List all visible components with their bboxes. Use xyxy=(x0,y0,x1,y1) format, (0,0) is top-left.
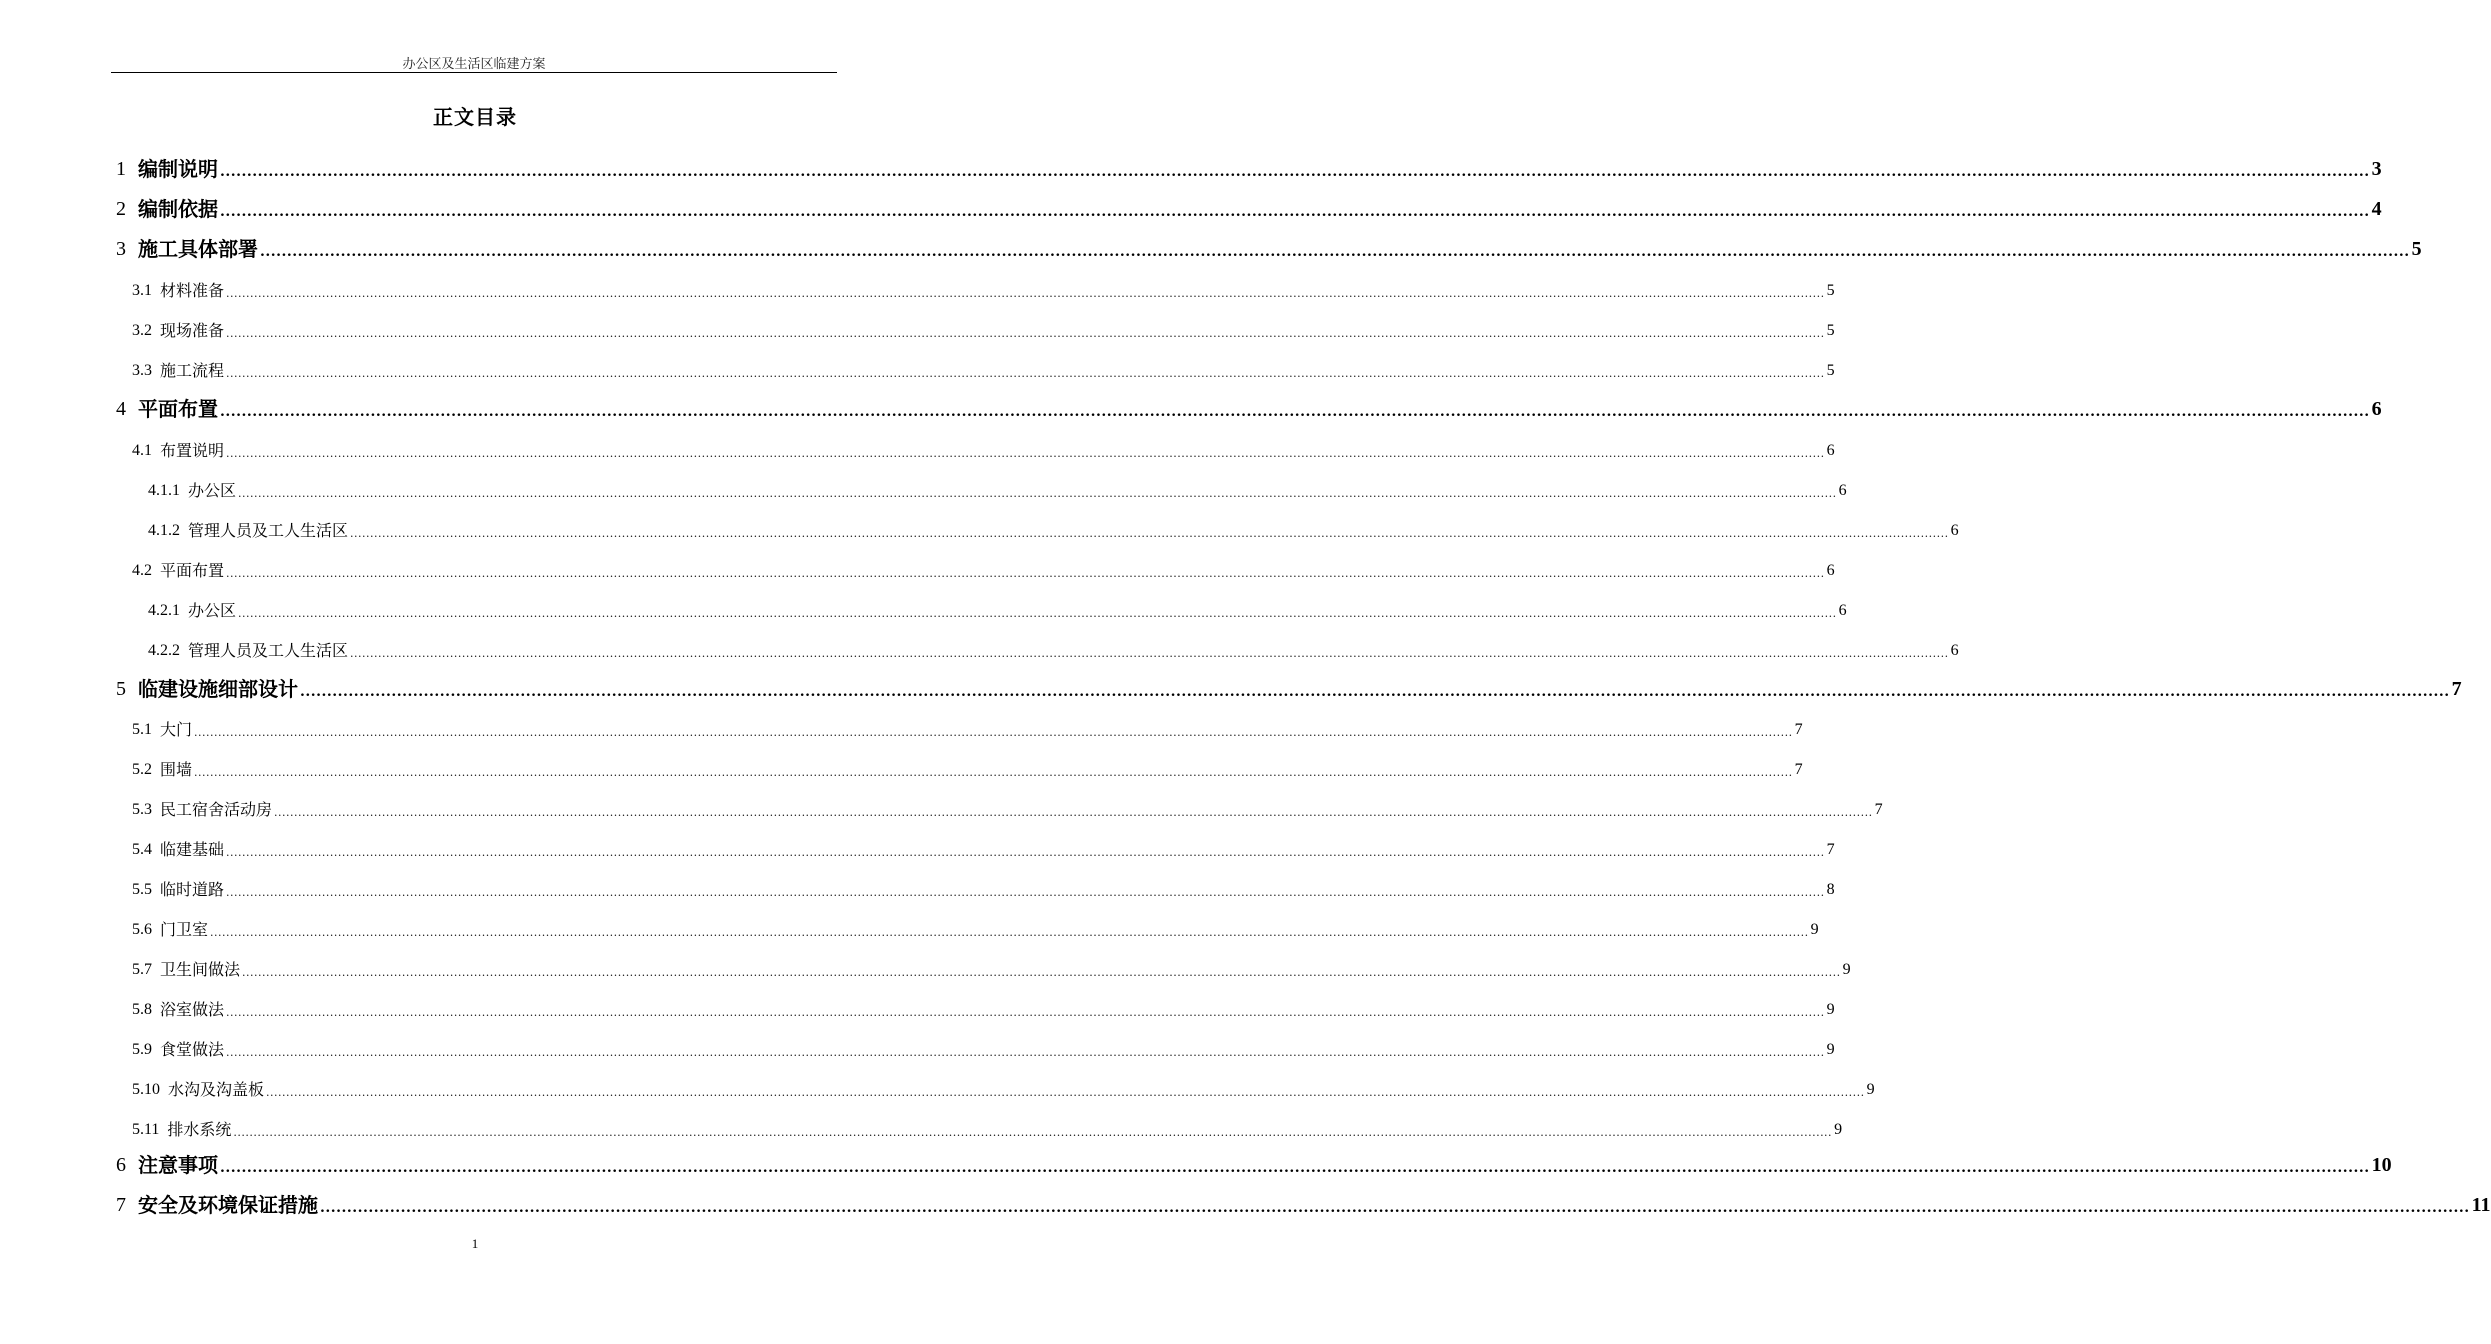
toc-entry[interactable] xyxy=(132,718,1803,742)
toc-entry-number: 5.8 xyxy=(132,1001,152,1018)
toc-entry[interactable] xyxy=(148,639,1959,663)
toc-entry-page: 6 xyxy=(1826,442,1835,459)
toc-entry[interactable] xyxy=(132,838,1835,862)
toc-entry-number: 5.11 xyxy=(132,1121,160,1138)
toc-dot-leader: ................................................................................................................................................................................................................................................................................................................................................................................................................ xyxy=(320,1200,2470,1216)
toc-entry-page: 11 xyxy=(2471,1194,2491,1216)
toc-entry-number: 5.7 xyxy=(132,961,152,978)
toc-entry[interactable] xyxy=(132,878,1835,902)
running-header: 办公区及生活区临建方案 xyxy=(402,57,546,72)
toc-entry-title: 临建基础 xyxy=(160,840,225,859)
toc-entry-page: 6 xyxy=(1838,602,1847,619)
toc-entry-number: 6 xyxy=(116,1154,126,1176)
toc-entry-title: 布置说明 xyxy=(160,441,225,460)
toc-entry[interactable] xyxy=(116,195,2382,223)
toc-entry-page: 4 xyxy=(2371,198,2382,220)
toc-entry-title: 编制依据 xyxy=(138,197,218,221)
toc-dot-leader: ................................................................................................................................................................................................................................................................................................................................................................................................................ xyxy=(220,204,2370,220)
toc-entry-title: 食堂做法 xyxy=(160,1040,225,1059)
toc-entry-number: 5.9 xyxy=(132,1041,152,1058)
toc-entry[interactable] xyxy=(132,998,1835,1022)
toc-entry-page: 9 xyxy=(1842,961,1851,978)
toc-dot-leader: ................................................................................................................................................................................................................................................................................................................................................................................................................ xyxy=(194,766,1793,779)
toc-entry[interactable] xyxy=(132,918,1819,942)
toc-entry[interactable] xyxy=(132,439,1835,463)
toc-entry-title: 大门 xyxy=(160,720,193,739)
toc-entry-page: 6 xyxy=(2371,398,2382,420)
toc-entry-page: 6 xyxy=(1826,562,1835,579)
toc-entry-title: 浴室做法 xyxy=(160,1000,225,1019)
toc-entry-page: 7 xyxy=(2451,678,2462,700)
toc-entry-page: 7 xyxy=(1826,841,1835,858)
toc-entry[interactable] xyxy=(116,1151,2392,1179)
toc-entry[interactable] xyxy=(132,1038,1835,1062)
toc-entry-title: 现场准备 xyxy=(160,321,225,340)
toc-entry-title: 民工宿舍活动房 xyxy=(160,800,273,819)
toc-entry-number: 4.2.1 xyxy=(148,602,180,619)
toc-dot-leader: ................................................................................................................................................................................................................................................................................................................................................................................................................ xyxy=(242,966,1841,979)
toc-entry-title: 围墙 xyxy=(160,760,193,779)
toc-entry-page: 9 xyxy=(1826,1041,1835,1058)
toc-entry-page: 5 xyxy=(1826,362,1835,379)
toc-entry-page: 6 xyxy=(1838,482,1847,499)
toc-entry-title: 注意事项 xyxy=(138,1153,218,1177)
toc-entry-page: 8 xyxy=(1826,881,1835,898)
toc-dot-leader: ................................................................................................................................................................................................................................................................................................................................................................................................................ xyxy=(226,567,1825,580)
toc-entry-page: 9 xyxy=(1810,921,1819,938)
toc-entry[interactable] xyxy=(148,599,1847,623)
toc-dot-leader: ................................................................................................................................................................................................................................................................................................................................................................................................................ xyxy=(238,487,1837,500)
toc-entry-title: 管理人员及工人生活区 xyxy=(188,521,349,540)
toc-entry[interactable] xyxy=(148,519,1959,543)
toc-dot-leader: ................................................................................................................................................................................................................................................................................................................................................................................................................ xyxy=(226,886,1825,899)
toc-entry-number: 5.10 xyxy=(132,1081,160,1098)
toc-entry-title: 卫生间做法 xyxy=(160,960,241,979)
toc-entry[interactable] xyxy=(148,479,1847,503)
toc-entry-title: 办公区 xyxy=(188,481,237,500)
toc-entry[interactable] xyxy=(116,395,2382,423)
toc-entry-title: 编制说明 xyxy=(138,157,218,181)
toc-entry-page: 6 xyxy=(1950,522,1959,539)
toc-entry-title: 门卫室 xyxy=(160,920,209,939)
toc-entry-title: 平面布置 xyxy=(138,397,218,421)
toc-entry-page: 9 xyxy=(1826,1001,1835,1018)
toc-dot-leader: ................................................................................................................................................................................................................................................................................................................................................................................................................ xyxy=(194,726,1793,739)
toc-entry-page: 5 xyxy=(2411,238,2422,260)
toc-dot-leader: ................................................................................................................................................................................................................................................................................................................................................................................................................ xyxy=(226,1046,1825,1059)
toc-entry-number: 3 xyxy=(116,238,126,260)
toc-entry-page: 5 xyxy=(1826,282,1835,299)
toc-entry-number: 5.6 xyxy=(132,921,152,938)
toc-entry-number: 5.3 xyxy=(132,801,152,818)
toc-entry-page: 7 xyxy=(1794,761,1803,778)
toc-dot-leader: ................................................................................................................................................................................................................................................................................................................................................................................................................ xyxy=(350,527,1949,540)
toc-dot-leader: ................................................................................................................................................................................................................................................................................................................................................................................................................ xyxy=(226,327,1825,340)
toc-entry-number: 5 xyxy=(116,678,126,700)
toc-entry-number: 3.3 xyxy=(132,362,152,379)
toc-entry[interactable] xyxy=(132,758,1803,782)
header-rule xyxy=(111,72,837,73)
toc-entry-title: 临时道路 xyxy=(160,880,225,899)
toc-entry-title: 排水系统 xyxy=(167,1120,232,1139)
toc-entry-title: 水沟及沟盖板 xyxy=(168,1080,265,1099)
toc-entry-title: 平面布置 xyxy=(160,561,225,580)
toc-entry-number: 3.2 xyxy=(132,322,152,339)
toc-entry[interactable] xyxy=(116,235,2422,263)
toc-entry-number: 1 xyxy=(116,158,126,180)
toc-dot-leader: ................................................................................................................................................................................................................................................................................................................................................................................................................ xyxy=(233,1126,1833,1139)
toc-dot-leader: ................................................................................................................................................................................................................................................................................................................................................................................................................ xyxy=(238,607,1837,620)
toc-dot-leader: ................................................................................................................................................................................................................................................................................................................................................................................................................ xyxy=(226,447,1825,460)
toc-entry-number: 4.1.2 xyxy=(148,522,180,539)
toc-entry[interactable] xyxy=(132,359,1835,383)
toc-entry[interactable] xyxy=(132,1118,1843,1142)
toc-dot-leader: ................................................................................................................................................................................................................................................................................................................................................................................................................ xyxy=(226,846,1825,859)
toc-dot-leader: ................................................................................................................................................................................................................................................................................................................................................................................................................ xyxy=(226,367,1825,380)
toc-entry-number: 3.1 xyxy=(132,282,152,299)
toc-entry-page: 3 xyxy=(2371,158,2382,180)
toc-entry-title: 临建设施细部设计 xyxy=(138,677,298,701)
toc-entry[interactable] xyxy=(116,675,2462,703)
toc-dot-leader: ................................................................................................................................................................................................................................................................................................................................................................................................................ xyxy=(220,404,2370,420)
toc-entry[interactable] xyxy=(116,155,2382,183)
toc-entry-page: 5 xyxy=(1826,322,1835,339)
toc-entry[interactable] xyxy=(132,559,1835,583)
toc-entry-title: 管理人员及工人生活区 xyxy=(188,641,349,660)
toc-entry-page: 7 xyxy=(1794,721,1803,738)
toc-entry[interactable] xyxy=(132,279,1835,303)
toc-entry-page: 10 xyxy=(2371,1154,2392,1176)
toc-entry-number: 4 xyxy=(116,398,126,420)
toc-entry-number: 4.2.2 xyxy=(148,642,180,659)
toc-entry-number: 4.2 xyxy=(132,562,152,579)
toc-entry-number: 4.1.1 xyxy=(148,482,180,499)
toc-entry-page: 9 xyxy=(1866,1081,1875,1098)
toc-entry-number: 5.1 xyxy=(132,721,152,738)
toc-entry-number: 5.2 xyxy=(132,761,152,778)
toc-entry-number: 5.5 xyxy=(132,881,152,898)
toc-dot-leader: ................................................................................................................................................................................................................................................................................................................................................................................................................ xyxy=(300,684,2450,700)
toc-entry-number: 7 xyxy=(116,1194,126,1216)
toc-entry-title: 施工具体部署 xyxy=(138,237,258,261)
toc-dot-leader: ................................................................................................................................................................................................................................................................................................................................................................................................................ xyxy=(220,164,2370,180)
toc-entry[interactable] xyxy=(132,319,1835,343)
toc-dot-leader: ................................................................................................................................................................................................................................................................................................................................................................................................................ xyxy=(226,287,1825,300)
toc-dot-leader: ................................................................................................................................................................................................................................................................................................................................................................................................................ xyxy=(226,1006,1825,1019)
toc-dot-leader: ................................................................................................................................................................................................................................................................................................................................................................................................................ xyxy=(266,1086,1865,1099)
toc-entry[interactable] xyxy=(132,1078,1875,1102)
toc-entry-number: 5.4 xyxy=(132,841,152,858)
toc-entry-title: 办公区 xyxy=(188,601,237,620)
toc-entry-page: 9 xyxy=(1834,1121,1843,1138)
toc-entry-number: 4.1 xyxy=(132,442,152,459)
toc-entry[interactable] xyxy=(116,1191,2491,1219)
toc-dot-leader: ................................................................................................................................................................................................................................................................................................................................................................................................................ xyxy=(260,244,2410,260)
page-number: 1 xyxy=(471,1236,479,1251)
toc-dot-leader: ................................................................................................................................................................................................................................................................................................................................................................................................................ xyxy=(274,806,1873,819)
toc-entry-page: 6 xyxy=(1950,642,1959,659)
toc-entry[interactable] xyxy=(132,798,1883,822)
toc-dot-leader: ................................................................................................................................................................................................................................................................................................................................................................................................................ xyxy=(220,1160,2370,1176)
toc-entry-title: 材料准备 xyxy=(160,281,225,300)
toc-entry-title: 施工流程 xyxy=(160,361,225,380)
toc-entry-title: 安全及环境保证措施 xyxy=(138,1193,318,1217)
toc-entry-page: 7 xyxy=(1874,801,1883,818)
toc-entry-number: 2 xyxy=(116,198,126,220)
toc-entry[interactable] xyxy=(132,958,1851,982)
toc-title: 正文目录 xyxy=(433,105,517,129)
toc-dot-leader: ................................................................................................................................................................................................................................................................................................................................................................................................................ xyxy=(350,647,1949,660)
toc-dot-leader: ................................................................................................................................................................................................................................................................................................................................................................................................................ xyxy=(210,926,1809,939)
